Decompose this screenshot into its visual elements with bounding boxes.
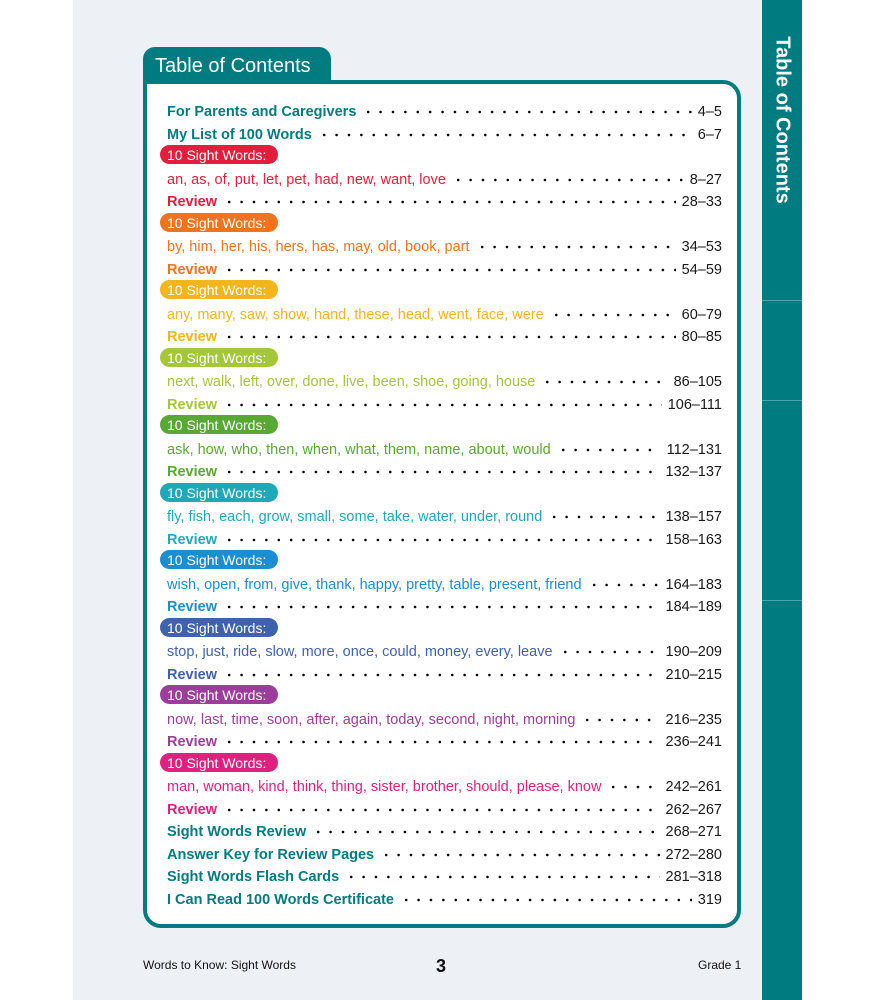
dot-leader (541, 377, 667, 387)
footer-grade: Grade 1 (698, 958, 742, 972)
entry-pages: 242–261 (665, 779, 722, 795)
toc-entry[interactable] (167, 573, 722, 593)
entry-title: Sight Words Flash Cards (167, 869, 340, 885)
entry-title: My List of 100 Words (167, 126, 312, 143)
entry-title: Answer Key for Review Pages (167, 846, 375, 863)
entry-title: wish, open, from, give, thank, happy, pretty, table, present, friend (167, 576, 582, 593)
entry-pages: 4–5 (697, 104, 722, 120)
section-pill: 10 Sight Words: (160, 685, 278, 704)
toc-entry[interactable] (167, 730, 722, 750)
toc-entry[interactable] (167, 798, 722, 818)
entry-pages: 236–241 (665, 734, 722, 750)
entry-pages: 8–27 (689, 171, 722, 188)
entry-pages: 132–137 (665, 464, 722, 480)
dot-leader (559, 647, 660, 657)
entry-pages: 28–33 (681, 194, 722, 210)
toc-entry[interactable] (167, 190, 722, 210)
footer-book-title: Words to Know: Sight Words (143, 958, 296, 972)
entry-title: Review (167, 329, 217, 345)
entry-pages: 112–131 (666, 441, 722, 458)
toc-entry[interactable] (167, 843, 722, 863)
entry-title: Review (167, 734, 217, 750)
section-pill: 10 Sight Words: (160, 483, 278, 502)
dot-leader (223, 805, 660, 815)
entry-pages: 6–7 (697, 126, 722, 143)
entry-pages: 262–267 (665, 801, 722, 818)
entry-title: next, walk, left, over, done, live, been, shoe, going, house (167, 374, 536, 390)
dot-leader (607, 782, 659, 792)
tab-divider (762, 400, 802, 401)
toc-entry[interactable] (167, 303, 722, 323)
entry-title: man, woman, kind, think, thing, sister, brother, should, please, know (167, 779, 602, 795)
section-pill: 10 Sight Words: (160, 280, 278, 299)
dot-leader (223, 737, 660, 747)
entry-pages: 86–105 (673, 374, 722, 390)
toc-entry[interactable] (167, 370, 722, 390)
dot-leader (312, 827, 659, 837)
entry-title: For Parents and Caregivers (167, 104, 357, 120)
section-pill: 10 Sight Words: (160, 348, 278, 367)
entry-title: Review (167, 396, 217, 413)
entry-title: an, as, of, put, let, pet, had, new, want, love (167, 171, 446, 188)
entry-pages: 34–53 (681, 239, 722, 255)
entry-pages: 216–235 (665, 711, 722, 728)
entry-pages: 138–157 (665, 509, 722, 525)
toc-entry[interactable] (167, 460, 722, 480)
dot-leader (318, 130, 692, 140)
dot-leader (223, 602, 660, 612)
entry-title: Review (167, 599, 217, 615)
entry-pages: 54–59 (681, 261, 722, 278)
toc-entry[interactable] (167, 775, 722, 795)
toc-entry[interactable] (167, 168, 722, 188)
entry-title: stop, just, ride, slow, more, once, could, money, every, leave (167, 644, 553, 660)
toc-entry[interactable] (167, 235, 722, 255)
entry-title: by, him, her, his, hers, has, may, old, book, part (167, 239, 470, 255)
dot-leader (223, 332, 676, 342)
page-number: 3 (436, 956, 447, 976)
entry-title: Review (167, 666, 217, 683)
entry-pages: 164–183 (665, 576, 722, 593)
toc-entry[interactable] (167, 100, 722, 120)
section-pill: 10 Sight Words: (160, 145, 278, 164)
toc-entry[interactable] (167, 888, 722, 908)
dot-leader (223, 467, 660, 477)
dot-leader (223, 197, 676, 207)
dot-leader (223, 265, 676, 275)
entry-pages: 158–163 (665, 531, 722, 548)
dot-leader (550, 310, 676, 320)
dot-leader (223, 670, 660, 680)
toc-entry[interactable] (167, 438, 722, 458)
toc-entry[interactable] (167, 820, 722, 840)
section-pill: 10 Sight Words: (160, 753, 278, 772)
entry-title: Review (167, 801, 217, 818)
entry-title: Sight Words Review (167, 824, 307, 840)
dot-leader (362, 107, 691, 117)
entry-title: Review (167, 531, 217, 548)
entry-pages: 268–271 (665, 824, 722, 840)
toc-entry[interactable] (167, 258, 722, 278)
toc-entry[interactable] (167, 505, 722, 525)
toc-entry[interactable] (167, 528, 722, 548)
toc-entry[interactable] (167, 640, 722, 660)
section-pill: 10 Sight Words: (160, 550, 278, 569)
dot-leader (380, 850, 659, 860)
entry-title: I Can Read 100 Words Certificate (167, 891, 394, 908)
entry-pages: 210–215 (665, 666, 722, 683)
entry-title: Review (167, 464, 217, 480)
entry-pages: 281–318 (665, 869, 722, 885)
entry-pages: 272–280 (665, 846, 722, 863)
entry-pages: 190–209 (665, 644, 722, 660)
dot-leader (548, 512, 659, 522)
entry-pages: 80–85 (681, 329, 722, 345)
entry-pages: 106–111 (667, 396, 722, 413)
toc-entry[interactable] (167, 865, 722, 885)
entry-title: ask, how, who, then, when, what, them, name, about, would (167, 441, 551, 458)
toc-entry[interactable] (167, 325, 722, 345)
toc-entry[interactable] (167, 123, 722, 143)
dot-leader (400, 895, 692, 905)
entry-pages: 319 (697, 891, 722, 908)
tab-divider (762, 300, 802, 301)
toc-entry[interactable] (167, 708, 722, 728)
entry-title: Review (167, 194, 217, 210)
entry-pages: 60–79 (681, 306, 722, 323)
dot-leader (223, 400, 662, 410)
dot-leader (476, 242, 676, 252)
dot-leader (345, 872, 659, 882)
section-pill: 10 Sight Words: (160, 415, 278, 434)
section-pill: 10 Sight Words: (160, 213, 278, 232)
toc-heading: Table of Contents (143, 47, 331, 85)
section-pill: 10 Sight Words: (160, 618, 278, 637)
toc-entry[interactable] (167, 595, 722, 615)
entry-title: fly, fish, each, grow, small, some, take, water, under, round (167, 509, 543, 525)
toc-entry[interactable] (167, 663, 722, 683)
dot-leader (452, 175, 684, 185)
side-tab-title: Table of Contents (771, 36, 794, 204)
entry-title: any, many, saw, show, hand, these, head, went, face, were (167, 306, 544, 323)
dot-leader (588, 580, 660, 590)
tab-divider (762, 600, 802, 601)
entry-title: Review (167, 261, 217, 278)
toc-entry[interactable] (167, 393, 722, 413)
entry-title: now, last, time, soon, after, again, today, second, night, morning (167, 711, 576, 728)
dot-leader (223, 535, 660, 545)
entry-pages: 184–189 (665, 599, 722, 615)
dot-leader (581, 715, 659, 725)
dot-leader (557, 445, 661, 455)
